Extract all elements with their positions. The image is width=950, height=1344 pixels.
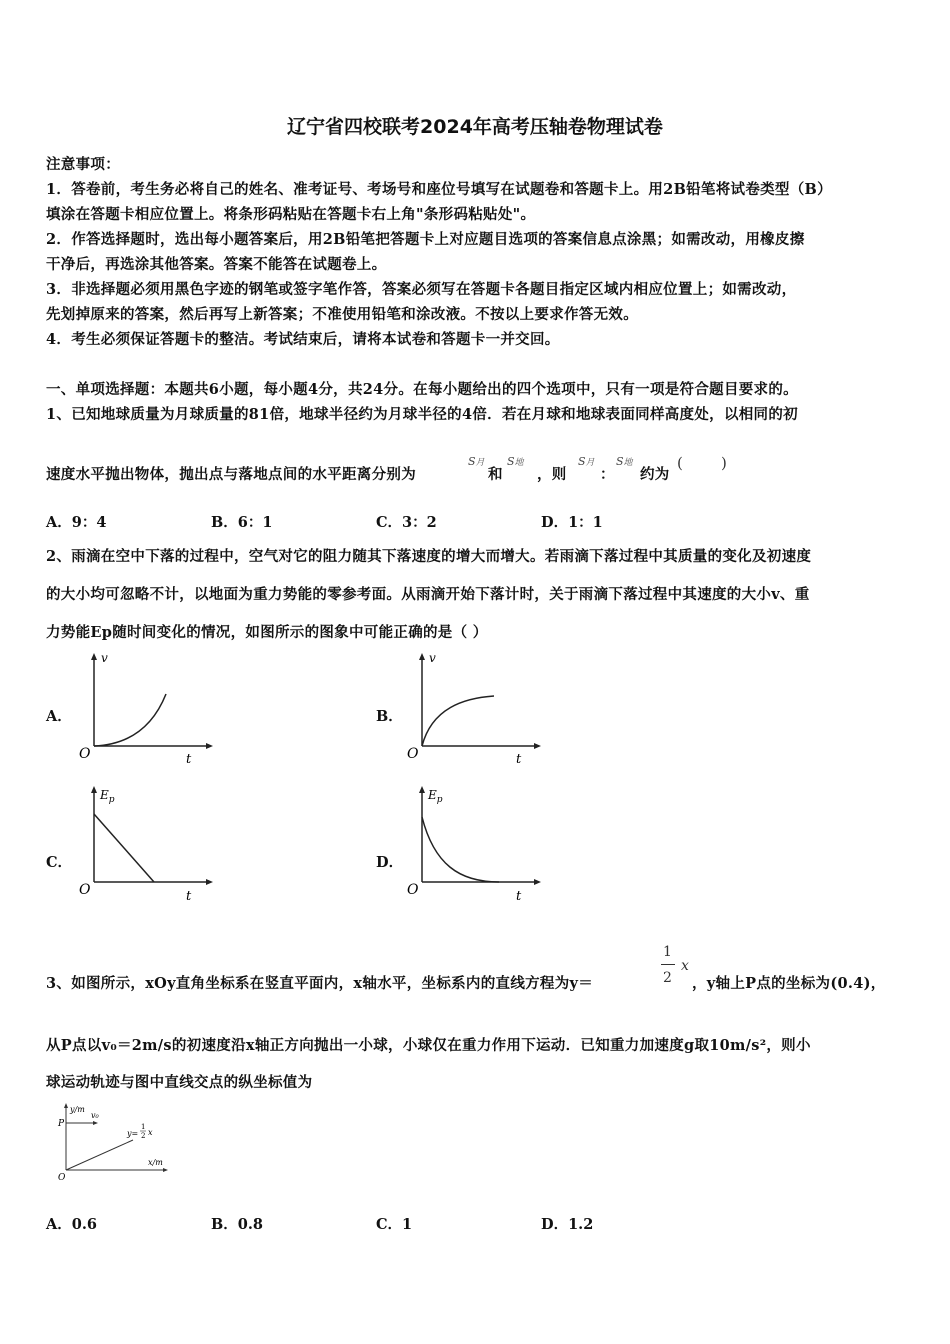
q3-option-c: C．1 [376,1216,413,1233]
origin-label: O [407,882,419,898]
q1-s-earth: S地 [616,455,633,468]
fig-xlabel: x/m [148,1158,163,1167]
origin-label: O [407,746,419,762]
q1-text-line: 1、已知地球质量为月球质量的81倍，地球半径约为月球半径的4倍．若在月球和地球表面同样高度处，以相同的初 [46,406,798,423]
q1-option-a: A．9：4 [46,514,107,531]
notice-line: 3．非选择题必须用黑色字迹的钢笔或签字笔作答，答案必须写在答题卡各题目指定区域内相应位置上；如需改动， [46,281,797,298]
q2-option-c-label: C． [46,854,73,871]
q3-text-line: 球运动轨迹与图中直线交点的纵坐标值为 [46,1074,313,1091]
fig-eq-den: 2 [141,1132,146,1140]
q2-text-line: 2、雨滴在空中下落的过程中，空气对它的阻力随其下落速度的增大而增大。若雨滴下落过程中其质量的变化及初速度 [46,548,812,565]
q2-option-b-label: B． [376,708,403,725]
origin-label: O [79,882,91,898]
q1-colon: ： [600,466,615,483]
q1-s-earth: S地 [507,455,524,468]
q3-option-a: A．0.6 [46,1216,97,1233]
q2-graph-d [404,784,544,906]
axis-label-t: t [186,752,192,767]
q3-frac-bar [661,964,675,965]
axis-label-t: t [186,889,192,904]
fig-v0: v₀ [91,1111,99,1120]
axis-label-ep: $E_p$ [100,788,115,805]
q2-graph-b [404,650,544,768]
notice-line: 填涂在答题卡相应位置上。将条形码粘贴在答题卡右上角"条形码粘贴处"。 [46,206,536,223]
q1-option-c: C．3：2 [376,514,437,531]
q3-frac-var: x [681,958,689,974]
q1-text-line: 速度水平抛出物体，抛出点与落地点间的水平距离分别为 [46,466,416,483]
q3-option-b: B．0.8 [211,1216,263,1233]
q3-text-line: ，y轴上P点的坐标为(0.4)， [692,975,886,992]
q3-figure [55,1100,175,1190]
q1-then: ，则 [537,466,567,483]
q3-option-d: D．1.2 [541,1216,594,1233]
section-heading: 一、单项选择题：本题共6小题，每小题4分，共24分。在每小题给出的四个选项中，只有一项是符合题目要求的。 [46,381,798,398]
q1-option-d: D．1：1 [541,514,603,531]
q3-frac-num: 1 [663,944,672,960]
q2-graph-a [76,650,216,768]
axis-label-ep: $E_p$ [428,788,443,805]
q2-option-d-label: D． [376,854,404,871]
q3-frac-den: 2 [663,970,672,986]
notice-line: 1．答卷前，考生务必将自己的姓名、准考证号、考场号和座位号填写在试题卷和答题卡上。用2B铅笔将试卷类型（B） [46,181,832,198]
q1-s-moon: S月 [578,455,595,468]
q2-graph-c [76,784,216,906]
q1-ratio-tail: 约为 [640,466,670,483]
page-title: 辽宁省四校联考2024年高考压轴卷物理试卷 [287,116,663,138]
notice-heading: 注意事项： [46,156,120,173]
notice-line: 干净后，再选涂其他答案。答案不能答在试题卷上。 [46,256,387,273]
q1-option-b: B．6：1 [211,514,273,531]
notice-line: 4．考生必须保证答题卡的整洁。考试结束后，请将本试卷和答题卡一并交回。 [46,331,560,348]
fig-point-p: P [58,1119,65,1129]
q2-text-line: 的大小均可忽略不计，以地面为重力势能的零参考面。从雨滴开始下落计时，关于雨滴下落过程中其速度的大小v、重 [46,586,810,603]
axis-label-t: t [516,889,522,904]
answer-paren-close: ) [721,454,727,472]
fig-origin: O [58,1173,66,1183]
q3-text-line: 从P点以v₀＝2m/s的初速度沿x轴正方向抛出一小球，小球仅在重力作用下运动．已知重力加速度g取10m/s²，则小 [46,1037,811,1054]
axis-label-t: t [516,752,522,767]
axis-label-v: v [101,651,108,665]
origin-label: O [79,746,91,762]
fig-eq: y= [127,1129,139,1138]
notice-line: 先划掉原来的答案，然后再写上新答案；不准使用铅笔和涂改液。不按以上要求作答无效。 [46,306,638,323]
q2-option-a-label: A． [46,708,72,725]
q2-text-line: 力势能Ep随时间变化的情况，如图所示的图象中可能正确的是（ ） [46,624,488,641]
q3-text-line: 3、如图所示，xOy直角坐标系在竖直平面内，x轴水平，坐标系内的直线方程为y＝ [46,975,594,992]
answer-paren-open: ( [677,454,683,472]
fig-ylabel: y/m [70,1105,85,1114]
q1-and: 和 [488,466,503,483]
notice-line: 2．作答选择题时，选出每小题答案后，用2B铅笔把答题卡上对应题目选项的答案信息点涂黑；如需改动，用橡皮擦 [46,231,805,248]
q1-s-moon: S月 [468,455,485,468]
fig-eq-num: 1 [141,1123,146,1131]
axis-label-v: v [429,651,436,665]
fig-eq-var: x [148,1128,153,1137]
